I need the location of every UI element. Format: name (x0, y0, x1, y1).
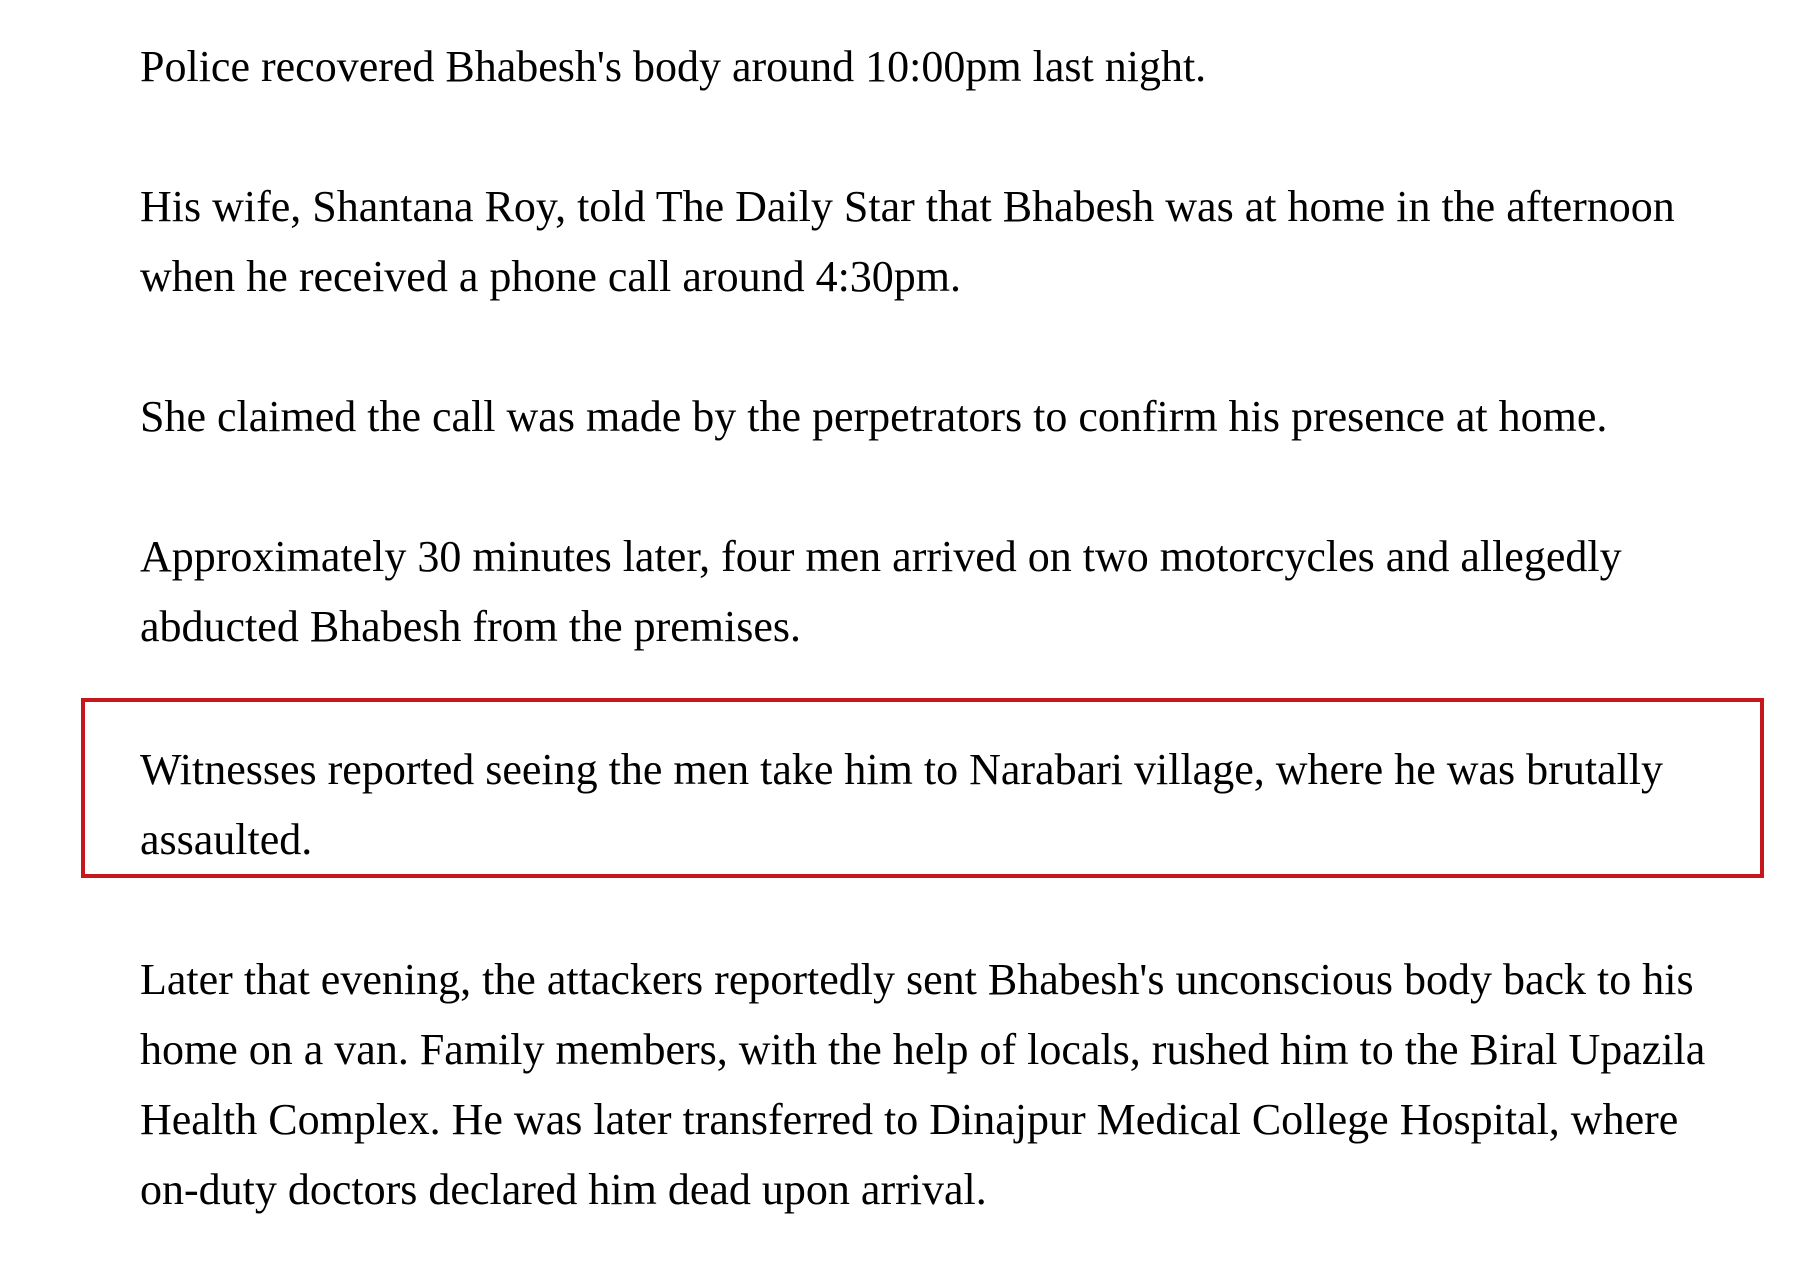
paragraph-abduction (140, 522, 1760, 662)
paragraph-later-evening (140, 945, 1760, 1225)
paragraph-line: home on a van. Family members, with the help of locals, rushed him to the Biral Upazila (140, 1025, 1706, 1074)
paragraph-witnesses-highlighted (140, 735, 1760, 875)
paragraph-line: abducted Bhabesh from the premises. (140, 602, 802, 651)
paragraph-line: His wife, Shantana Roy, told The Daily Star that Bhabesh was at home in the afternoon (140, 182, 1675, 231)
paragraph-line: assaulted. (140, 815, 313, 864)
paragraph-line: when he received a phone call around 4:30pm. (140, 252, 962, 301)
paragraph-wife-statement (140, 172, 1760, 312)
paragraph-line: Witnesses reported seeing the men take him to Narabari village, where he was brutally (140, 745, 1664, 794)
paragraph-line: on-duty doctors declared him dead upon arrival. (140, 1165, 987, 1214)
paragraph-body-recovered (140, 32, 1760, 102)
paragraph-line: She claimed the call was made by the perpetrators to confirm his presence at home. (140, 392, 1608, 441)
paragraph-line: Approximately 30 minutes later, four men arrived on two motorcycles and allegedly (140, 532, 1622, 581)
paragraph-line: Later that evening, the attackers reportedly sent Bhabesh's unconscious body back to his (140, 955, 1694, 1004)
paragraph-line: Health Complex. He was later transferred to Dinajpur Medical College Hospital, where (140, 1095, 1679, 1144)
paragraph-line: Police recovered Bhabesh's body around 10:00pm last night. (140, 42, 1207, 91)
paragraph-call-claim (140, 382, 1760, 452)
